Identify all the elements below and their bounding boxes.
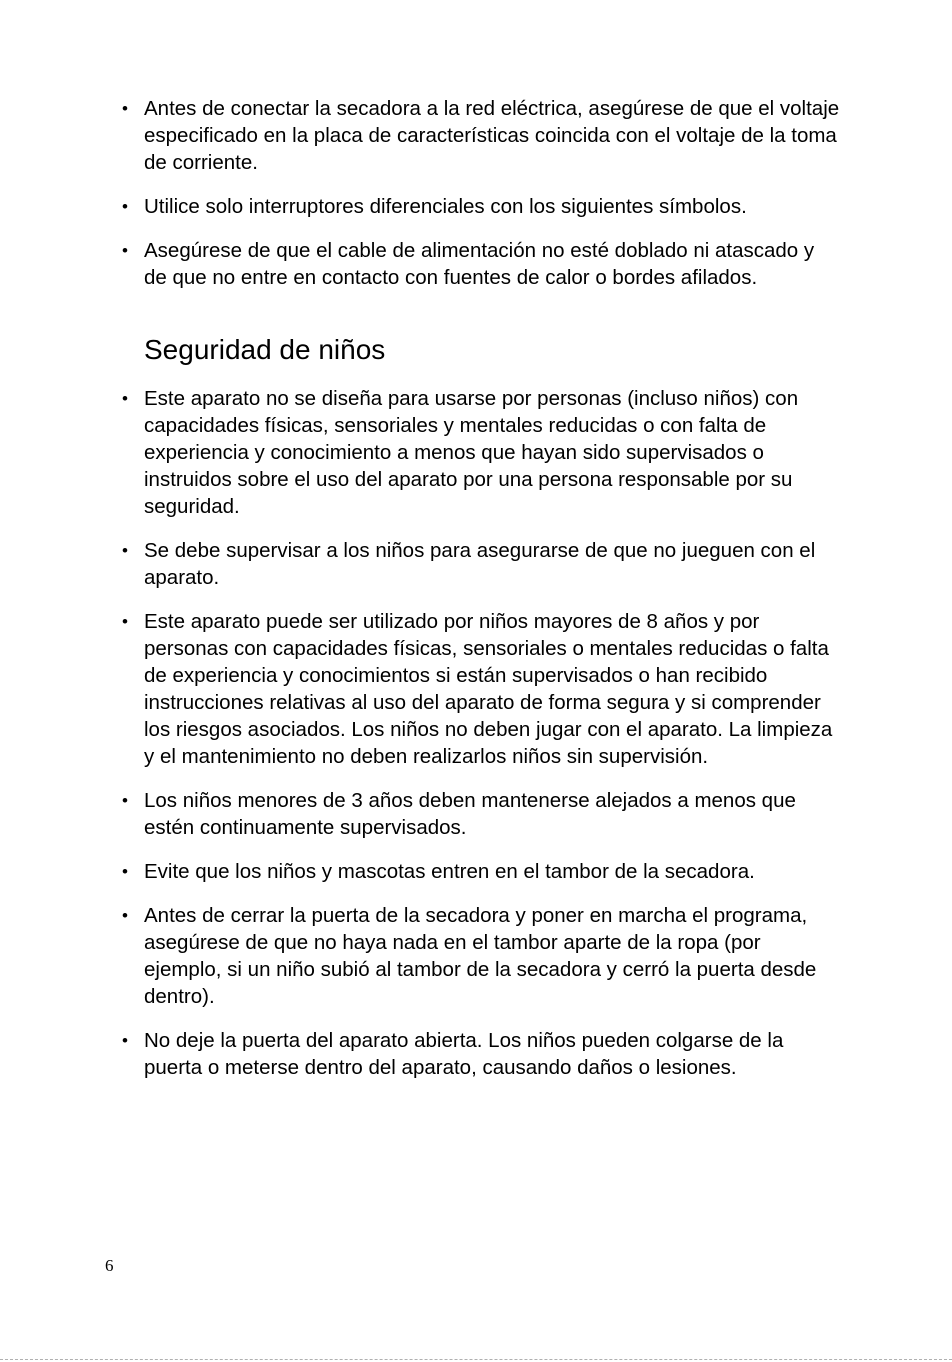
child-safety-list [0, 385, 952, 1098]
bullet-icon: • [122, 99, 128, 118]
page-bottom-divider [0, 1359, 952, 1360]
list-item-text: No deje la puerta del aparato abierta. Los niños pueden colgarse de la puerta o meterse dentro del aparato, causando daños o lesiones. [144, 1029, 784, 1079]
bullet-icon: • [122, 241, 128, 260]
bullet-icon: • [122, 791, 128, 810]
list-item [0, 1027, 952, 1081]
list-item-text: Antes de cerrar la puerta de la secadora y poner en marcha el programa, asegúrese de que no haya nada en el tambor aparte de la ropa (por ejemplo, si un niño subió al tambor de la secadora y cerró la puerta desde dentro). [144, 904, 817, 1008]
list-item-text: Asegúrese de que el cable de alimentación no esté doblado ni atascado y de que no entre en contacto con fuentes de calor o bordes afilados. [144, 239, 815, 289]
section-heading: Seguridad de niños [144, 334, 386, 365]
electrical-safety-list [0, 95, 952, 308]
list-item [0, 385, 952, 520]
bullet-icon: • [122, 612, 128, 631]
bullet-icon: • [122, 541, 128, 560]
list-item-text: Este aparato puede ser utilizado por niños mayores de 8 años y por personas con capacidades físicas, sensoriales o mentales reducidas o falta de experiencia y conocimientos si están supervisados o han recibido instrucciones relativas al uso del aparato de forma segura y si comprender los riesgos asociados. Los niños no deben jugar con el aparato. La limpieza y el mantenimiento no deben realizarlos niños sin supervisión. [144, 610, 833, 768]
bullet-icon: • [122, 389, 128, 408]
list-item [0, 193, 952, 220]
list-item [0, 787, 952, 841]
list-item-text: Antes de conectar la secadora a la red eléctrica, asegúrese de que el voltaje especificado en la placa de características coincida con el voltaje de la toma de corriente. [144, 97, 840, 174]
list-item [0, 902, 952, 1010]
list-item [0, 858, 952, 885]
list-item-text: Los niños menores de 3 años deben mantenerse alejados a menos que estén continuamente supervisados. [144, 789, 796, 839]
bullet-icon: • [122, 1031, 128, 1050]
list-item-text: Este aparato no se diseña para usarse por personas (incluso niños) con capacidades físicas, sensoriales y mentales reducidas o con falta de experiencia y conocimiento a menos que hayan sido supervisados o instruidos sobre el uso del aparato por una persona responsable por su seguridad. [144, 387, 799, 518]
bullet-icon: • [122, 906, 128, 925]
page-number: 6 [105, 1256, 114, 1275]
list-item-text: Se debe supervisar a los niños para asegurarse de que no jueguen con el aparato. [144, 539, 816, 589]
bullet-icon: • [122, 197, 128, 216]
list-item-text: Evite que los niños y mascotas entren en el tambor de la secadora. [144, 860, 755, 883]
list-item [0, 537, 952, 591]
bullet-icon: • [122, 862, 128, 881]
list-item [0, 237, 952, 291]
list-item [0, 608, 952, 770]
list-item-text: Utilice solo interruptores diferenciales con los siguientes símbolos. [144, 195, 747, 218]
list-item [0, 95, 952, 176]
